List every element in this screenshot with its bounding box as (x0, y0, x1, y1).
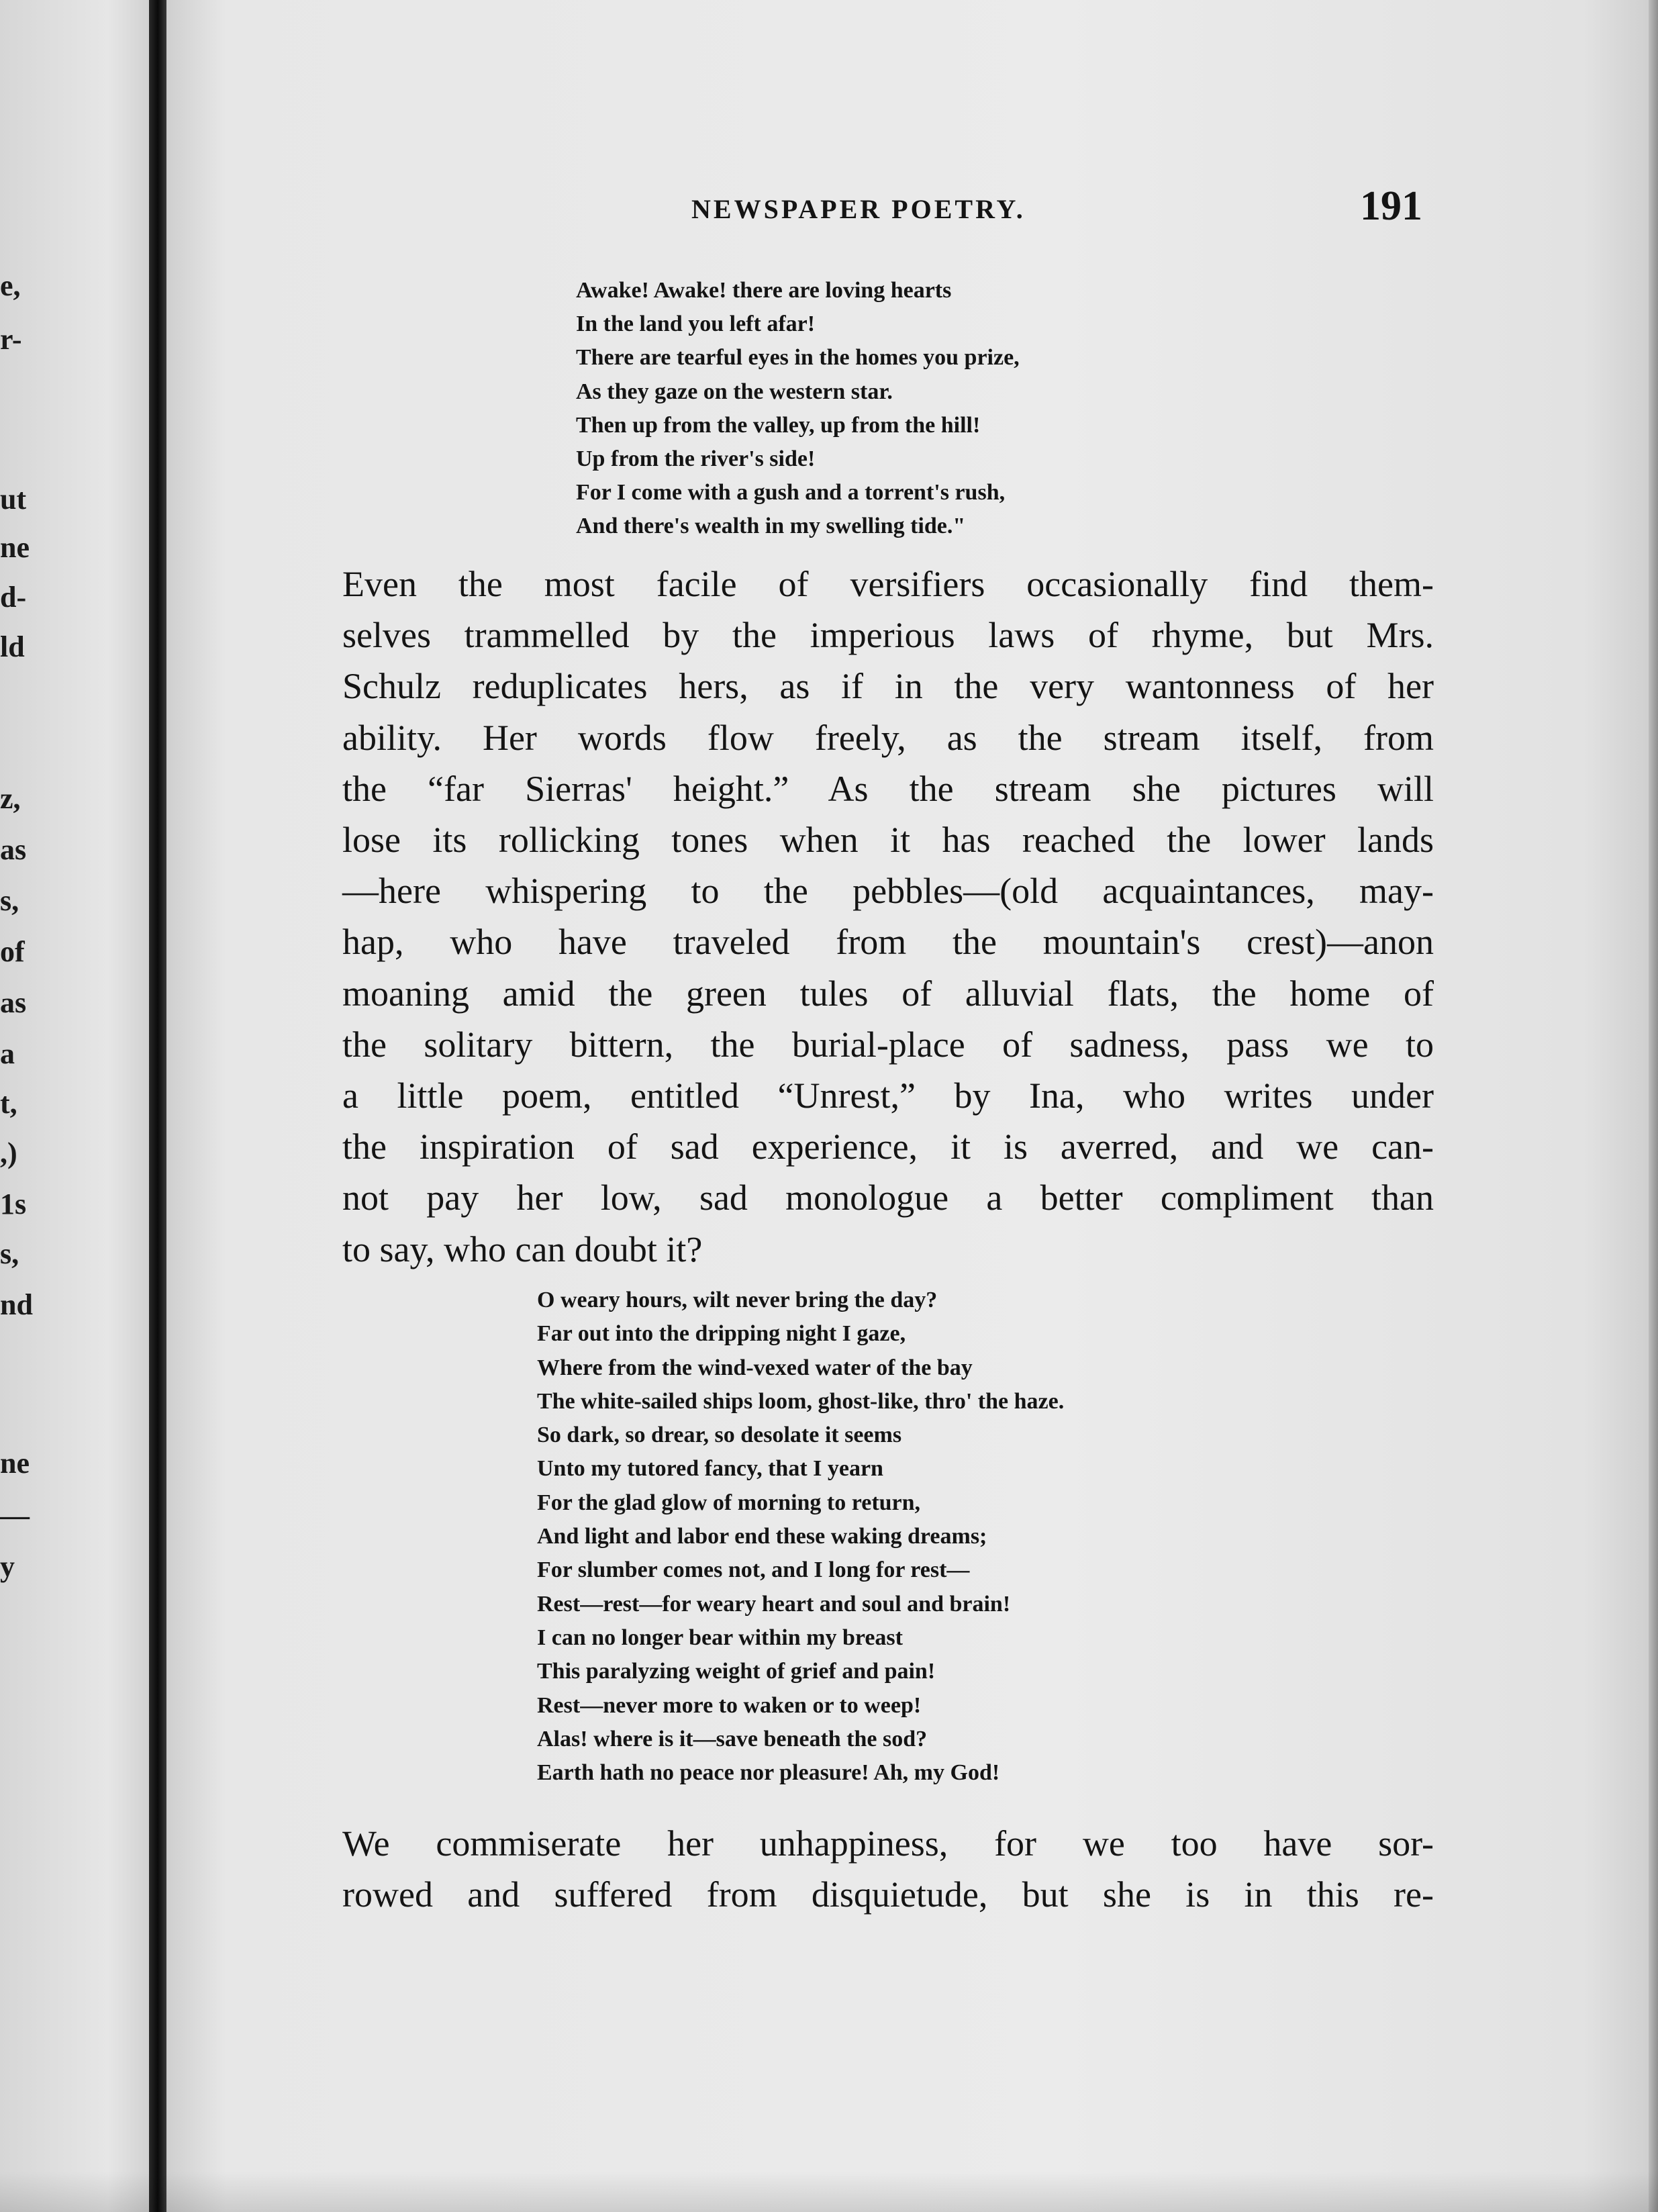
margin-fragment: a (0, 1037, 15, 1070)
text-line: selves trammelled by the imperious laws of rhyme, but Mrs. (342, 615, 1434, 656)
margin-fragment: 1s (0, 1188, 27, 1220)
text-line: hap, who have traveled from the mountain's crest)—anon (342, 922, 1434, 963)
margin-fragment: of (0, 935, 25, 968)
verse-line: O weary hours, wilt never bring the day? (537, 1288, 938, 1312)
margin-fragment: as (0, 833, 27, 866)
verse-line: Alas! where is it—save beneath the sod? (537, 1726, 928, 1751)
verse-line: And light and labor end these waking dreams; (537, 1524, 987, 1549)
margin-fragment: — (0, 1499, 30, 1532)
margin-fragment: nd (0, 1288, 33, 1321)
verse-line: And there's wealth in my swelling tide." (576, 514, 966, 539)
text-line: lose its rollicking tones when it has reached the lower lands (342, 820, 1434, 861)
verse-line: Then up from the valley, up from the hill! (576, 412, 981, 438)
text-line: to say, who can doubt it? (342, 1229, 703, 1269)
page-shadow (0, 2172, 1658, 2212)
margin-fragment: ld (0, 630, 25, 663)
verse-line: For slumber comes not, and I long for rest— (537, 1557, 970, 1583)
text-line: rowed and suffered from disquietude, but she is in this re- (342, 1874, 1434, 1915)
page-number: 191 (1360, 183, 1422, 229)
verse-line: Earth hath no peace nor pleasure! Ah, my God! (537, 1760, 1000, 1786)
text-line: the “far Sierras' height.” As the stream she pictures will (342, 768, 1434, 809)
facing-page-edge (0, 0, 154, 2212)
margin-fragment: ut (0, 483, 27, 516)
margin-fragment: s, (0, 1237, 19, 1270)
verse-line: Rest—rest—for weary heart and soul and brain! (537, 1591, 1011, 1617)
verse-line: For I come with a gush and a torrent's rush, (576, 480, 1006, 506)
margin-fragment: r- (0, 323, 22, 356)
margin-fragment: t, (0, 1087, 17, 1120)
text-line: Schulz reduplicates hers, as if in the very wantonness of her (342, 666, 1434, 707)
margin-fragment: z, (0, 782, 21, 815)
poem-stanza-awake (576, 274, 1020, 544)
running-head: NEWSPAPER POETRY. (691, 194, 1026, 224)
verse-line: This paralyzing weight of grief and pain! (537, 1659, 936, 1684)
body-paragraph (342, 559, 1434, 1275)
verse-line: In the land you left afar! (576, 311, 816, 337)
text-line: Even the most facile of versifiers occasionally find them- (342, 564, 1434, 604)
margin-fragment: y (0, 1550, 15, 1583)
margin-fragment: ne (0, 1447, 30, 1480)
margin-fragment: d- (0, 581, 27, 614)
verse-line: Up from the river's side! (576, 446, 816, 472)
text-line: —here whispering to the pebbles—(old acquaintances, may- (342, 871, 1434, 912)
margin-fragment: e, (0, 269, 21, 302)
text-line: ability. Her words flow freely, as the stream itself, from (342, 717, 1434, 758)
text-line: We commiserate her unhappiness, for we too have sor- (342, 1823, 1434, 1864)
verse-line: There are tearful eyes in the homes you prize, (576, 345, 1020, 371)
verse-line: Rest—never more to waken or to weep! (537, 1692, 922, 1718)
text-line: a little poem, entitled “Unrest,” by Ina, who writes under (342, 1075, 1434, 1116)
verse-line: As they gaze on the western star. (576, 379, 893, 404)
text-line: not pay her low, sad monologue a better compliment than (342, 1177, 1434, 1218)
verse-line: The white-sailed ships loom, ghost-like, thro' the haze. (537, 1388, 1065, 1414)
verse-line: For the glad glow of morning to return, (537, 1490, 921, 1515)
text-line: moaning amid the green tules of alluvial flats, the home of (342, 973, 1434, 1014)
text-line: the solitary bittern, the burial-place of sadness, pass we to (342, 1024, 1434, 1065)
body-paragraph (342, 1818, 1434, 1920)
book-gutter (149, 0, 166, 2212)
verse-line: Far out into the dripping night I gaze, (537, 1321, 906, 1347)
verse-line: Where from the wind-vexed water of the bay (537, 1355, 973, 1380)
margin-fragment: ,) (0, 1137, 17, 1169)
text-line: the inspiration of sad experience, it is averred, and we can- (342, 1126, 1434, 1167)
verse-line: Awake! Awake! there are loving hearts (576, 278, 952, 303)
verse-line: I can no longer bear within my breast (537, 1625, 903, 1650)
poem-unrest (537, 1284, 1064, 1790)
margin-fragment: s, (0, 884, 19, 917)
page-edge (1649, 0, 1658, 2212)
verse-line: So dark, so drear, so desolate it seems (537, 1423, 902, 1448)
verse-line: Unto my tutored fancy, that I yearn (537, 1456, 883, 1482)
margin-fragment: as (0, 986, 27, 1019)
margin-fragment: ne (0, 531, 30, 564)
